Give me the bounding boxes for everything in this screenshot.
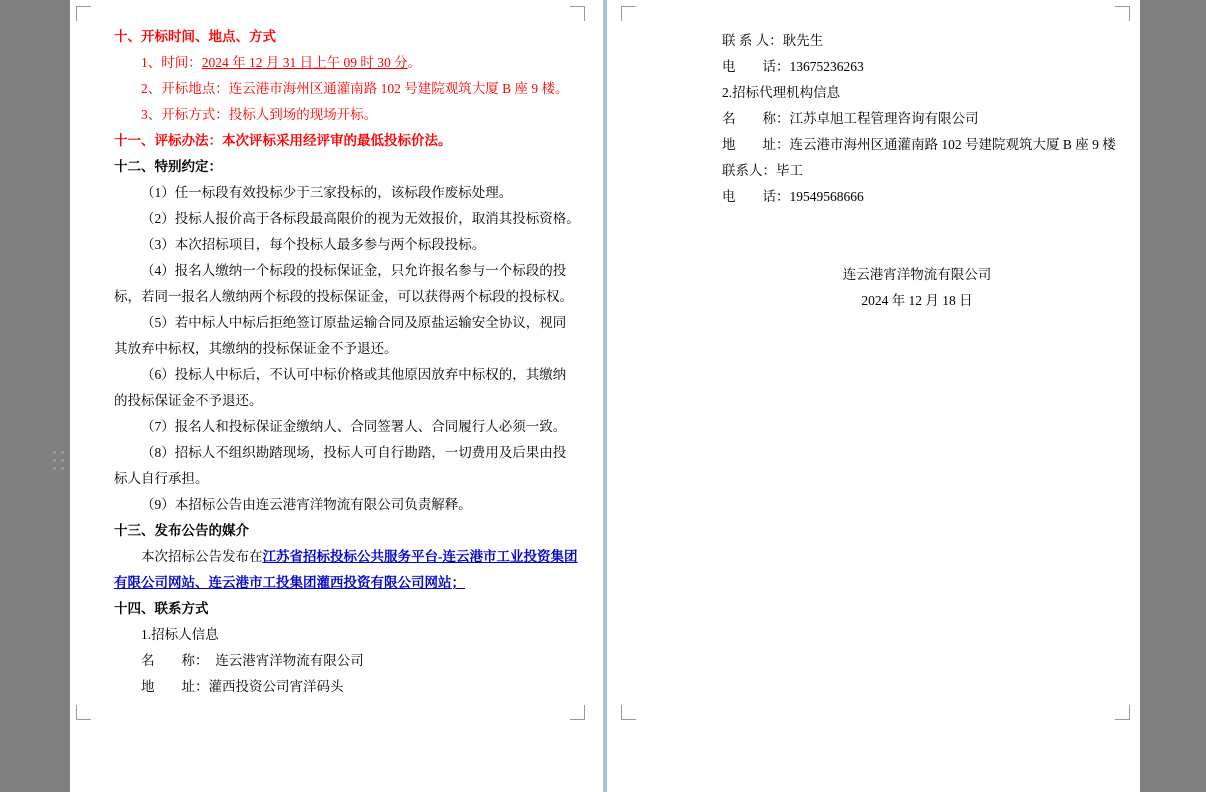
crop-mark-bottom-left [76,705,91,720]
clause-3: （3）本次招标项目，每个投标人最多参与两个标段投标。 [141,237,486,252]
media-line-1 [114,544,578,570]
tenderer-address: 地 址：灌西投资公司宵洋码头 [141,679,344,694]
bid-datetime-underlined: 2024 年 12 月 31 日上午 09 时 30 分 [201,55,408,70]
dot [61,459,64,462]
media-link-1[interactable]: 江苏省招标投标公共服务平台-连云港市工业投资集团 [262,549,578,564]
dot [53,459,56,462]
crop-mark-top-right [1115,6,1130,21]
tenderer-info-heading: 1.招标人信息 [141,627,219,642]
line-time-text: 1、时间：2024 年 12 月 31 日上午 09 时 30 分。 [141,55,422,70]
clause-6-line-1: （6）投标人中标后，不认可中标价格或其他原因放弃中标权的，其缴纳 [141,367,567,382]
dot [53,467,56,470]
heading-thirteen: 十三、发布公告的媒介 [114,523,249,538]
heading-twelve: 十二、特别约定： [114,159,222,174]
crop-mark-top-right [570,6,585,21]
clause-1: （1）任一标段有效投标少于三家投标的，该标段作废标处理。 [141,185,513,200]
clause-4-line-2: 标，若同一报名人缴纳两个标段的投标保证金，可以获得两个标段的投标权。 [114,289,573,304]
blank-line-2 [722,236,1122,262]
tenderer-name: 名 称： 连云港宵洋物流有限公司 [141,653,364,668]
right-page-text-block [722,28,1122,314]
agency-contact-person: 联系人：毕工 [722,163,803,178]
clause-2: （2）投标人报价高于各标段最高限价的视为无效报价，取消其投标资格。 [141,211,580,226]
tenderer-contact-person: 联 系 人：耿先生 [722,33,824,48]
agency-info-heading: 2.招标代理机构信息 [722,85,841,100]
dot [61,467,64,470]
line-open-method: 3、开标方式：投标人到场的现场开标。 [141,107,378,122]
agency-address: 地 址：连云港市海州区通灌南路 102 号建院观筑大厦 B 座 9 楼 [722,137,1116,152]
right-margin-area [1140,0,1206,792]
crop-mark-bottom-right [1115,705,1130,720]
clause-5-line-1: （5）若中标人中标后拒绝签订原盐运输合同及原盐运输安全协议，视同 [141,315,567,330]
left-page-text-block [114,24,580,700]
media-plain-prefix: 本次招标公告发布在 [141,549,263,564]
clause-8-line-1: （8）招标人不组织勘踏现场，投标人可自行勘踏，一切费用及后果由投 [141,445,567,460]
media-link-2[interactable]: 有限公司网站、连云港市工投集团灌西投资有限公司网站； [114,575,465,590]
drag-handle-icon[interactable] [50,450,68,472]
clause-9: （9）本招标公告由连云港宵洋物流有限公司负责解释。 [141,497,472,512]
clause-4-line-1: （4）报名人缴纳一个标段的投标保证金，只允许报名参与一个标段的投 [141,263,567,278]
agency-phone: 电 话：19549568666 [722,189,864,204]
blank-line [722,210,1122,236]
left-margin-area [0,0,70,792]
agency-name: 名 称：江苏卓旭工程管理咨询有限公司 [722,111,979,126]
crop-mark-bottom-right [570,705,585,720]
signature-date: 2024 年 12 月 18 日 [861,293,973,308]
heading-fourteen: 十四、联系方式 [114,601,209,616]
crop-mark-bottom-left [621,705,636,720]
clause-8-line-2: 标人自行承担。 [114,471,209,486]
crop-mark-top-left [621,6,636,21]
heading-eleven: 十一、评标办法：本次评标采用经评审的最低投标价法。 [114,133,452,148]
clause-7: （7）报名人和投标保证金缴纳人、合同签署人、合同履行人必须一致。 [141,419,567,434]
clause-6-line-2: 的投标保证金不予退还。 [114,393,263,408]
line-location: 2、开标地点：连云港市海州区通灌南路 102 号建院观筑大厦 B 座 9 楼。 [141,81,569,96]
line-time [114,50,514,76]
crop-mark-top-left [76,6,91,21]
signature-company: 连云港宵洋物流有限公司 [842,267,992,282]
dot [61,451,64,454]
dot [53,451,56,454]
tenderer-phone: 电 话：13675236263 [722,59,864,74]
heading-ten: 十、开标时间、地点、方式 [114,29,276,44]
clause-5-line-2: 其放弃中标权，其缴纳的投标保证金不予退还。 [114,341,398,356]
